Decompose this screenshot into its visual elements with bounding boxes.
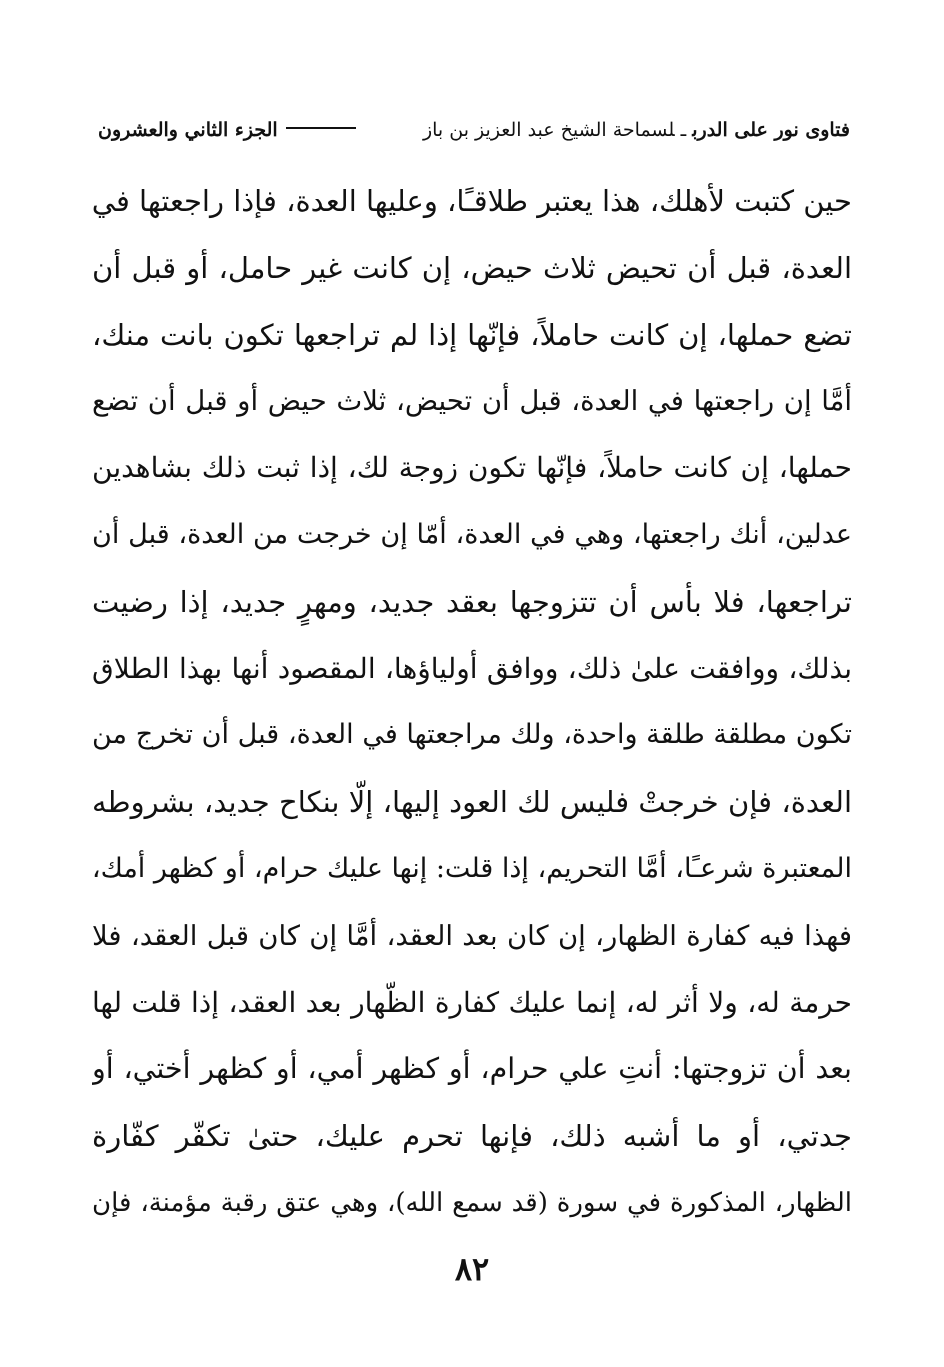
text-line: العدة، فإن خرجتْ فليس لك العود إليها، إلّا بنكاح جديد، بشروطه — [92, 785, 852, 820]
text-line: المعتبرة شرعـًا، أمَّا التحريم، إذا قلت: إنها عليك حرام، أو كظهر أمك، — [92, 852, 852, 884]
page-number: ٨٢ — [454, 1250, 490, 1288]
text-line: حرمة له، ولا أثر له، إنما عليك كفارة الظّهار بعد العقد، إذا قلت لها — [92, 985, 852, 1019]
header-part: الجزء الثاني والعشرون — [98, 119, 278, 141]
header-left — [98, 119, 364, 141]
text-line: فهذا فيه كفارة الظهار، إن كان بعد العقد، أمَّا إن كان قبل العقد، فلا — [92, 919, 852, 952]
text-line: بعد أن تزوجتها: أنتِ علي حرام، أو كظهر أمي، أو كظهر أختي، أو — [92, 1052, 852, 1086]
text-line: تضع حملها، إن كانت حاملاً، فإنّها إذا لم تراجعها تكون بانت منك، — [92, 317, 852, 352]
text-line: أمَّا إن راجعتها في العدة، قبل أن تحيض، ثلاث حيض أو قبل أن تضع — [92, 385, 852, 418]
text-line: جدتي، أو ما أشبه ذلك، فإنها تحرم عليك، حتىٰ تكفّر كفّارة — [92, 1119, 852, 1154]
text-line: عدلين، أنك راجعتها، وهي في العدة، أمّا إن خرجت من العدة، قبل أن — [92, 518, 852, 550]
text-line: الظهار، المذكورة في سورة (قد سمع الله)، وهي عتق رقبة مؤمنة، فإن — [92, 1187, 852, 1218]
header-book-title: فتاوى نور على الدرب — [692, 119, 850, 141]
text-line: بذلك، ووافقت علىٰ ذلك، ووافق أولياؤها، المقصود أنها بهذا الطلاق — [92, 651, 852, 685]
header-rule — [286, 127, 356, 129]
text-line: تكون مطلقة طلقة واحدة، ولك مراجعتها في العدة، قبل أن تخرج من — [92, 719, 852, 751]
text-line: حملها، إن كانت حاملاً، فإنّها تكون زوجة لك، إذا ثبت ذلك بشاهدين — [92, 451, 852, 485]
running-header — [98, 112, 850, 148]
body-text — [92, 168, 852, 1237]
header-dash: ـ — [680, 119, 687, 141]
header-right — [423, 119, 850, 141]
header-author: لسماحة الشيخ عبد العزيز بن باز — [422, 119, 675, 141]
text-line: العدة، قبل أن تحيض ثلاث حيض، إن كانت غير حامل، أو قبل أن — [92, 250, 852, 285]
text-line: حين كتبت لأهلك، هذا يعتبر طلاقـًا، وعليها العدة، فإذا راجعتها في — [92, 184, 852, 218]
text-line: تراجعها، فلا بأس أن تتزوجها بعقد جديد، ومهرٍ جديد، إذا رضيت — [92, 584, 852, 619]
